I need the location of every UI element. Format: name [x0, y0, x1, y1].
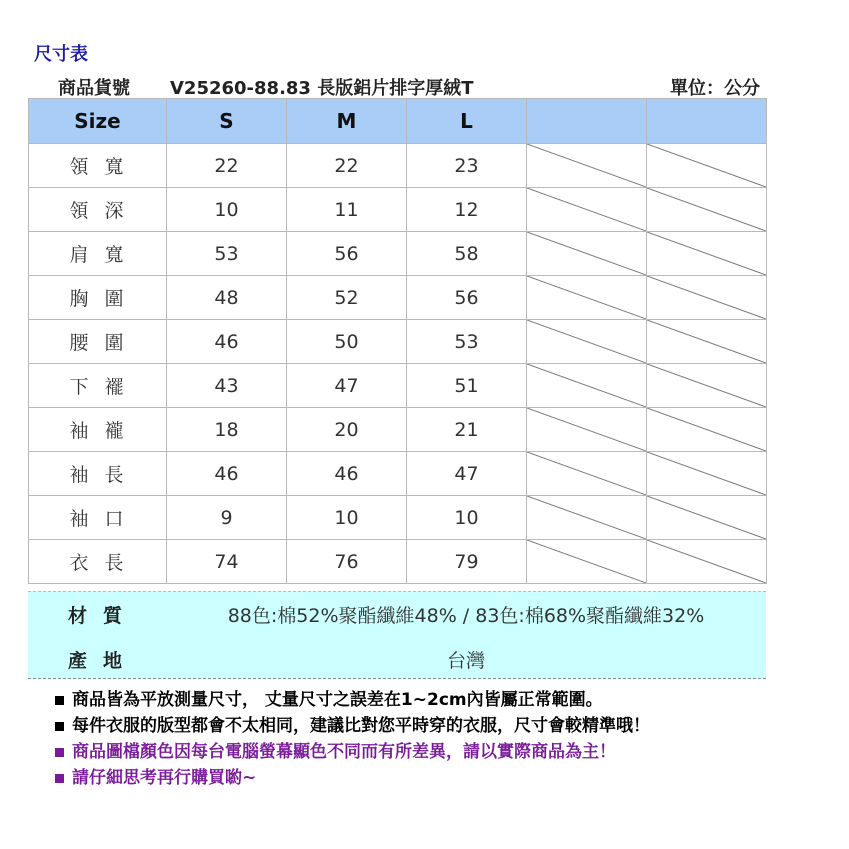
- diagonal-line-icon: [647, 540, 766, 583]
- measurement-value: 23: [407, 144, 527, 188]
- size-header-row: [29, 99, 767, 144]
- notes-list: [55, 687, 835, 791]
- diagonal-line-icon: [647, 408, 766, 451]
- diagonal-line-icon: [527, 144, 646, 187]
- table-row: [29, 144, 767, 188]
- measurement-value: 47: [287, 364, 407, 408]
- measurement-value: 10: [167, 188, 287, 232]
- diagonal-line-icon: [527, 408, 646, 451]
- measurement-value: 79: [407, 540, 527, 584]
- empty-slashed-cell: [527, 364, 647, 408]
- bullet-square-icon: [55, 774, 64, 783]
- measurement-label: 肩寬: [29, 232, 167, 276]
- size-table: [28, 98, 767, 584]
- empty-slashed-cell: [647, 144, 767, 188]
- measurement-value: 47: [407, 452, 527, 496]
- empty-slashed-cell: [647, 496, 767, 540]
- diagonal-line-icon: [647, 144, 766, 187]
- table-row: [29, 320, 767, 364]
- measurement-value: 22: [167, 144, 287, 188]
- measurement-label: 袖口: [29, 496, 167, 540]
- diagonal-line-icon: [527, 188, 646, 231]
- empty-slashed-cell: [647, 364, 767, 408]
- diagonal-line-icon: [527, 496, 646, 539]
- diagonal-line-icon: [647, 232, 766, 275]
- measurement-value: 46: [167, 452, 287, 496]
- note-text: 每件衣服的版型都會不太相同，建議比對您平時穿的衣服，尺寸會較精準哦！: [72, 716, 650, 736]
- diagonal-line-icon: [527, 232, 646, 275]
- table-row: [29, 188, 767, 232]
- bullet-square-icon: [55, 722, 64, 731]
- table-row: [29, 408, 767, 452]
- product-code: V25260-88.83 長版鋁片排字厚絨T: [170, 78, 474, 99]
- size-header-cell: S: [167, 99, 287, 144]
- empty-slashed-cell: [527, 452, 647, 496]
- product-header: [58, 74, 764, 100]
- diagonal-line-icon: [527, 276, 646, 319]
- material-label: 材質: [68, 605, 139, 627]
- measurement-value: 46: [287, 452, 407, 496]
- measurement-label: 領寬: [29, 144, 167, 188]
- diagonal-line-icon: [527, 452, 646, 495]
- diagonal-line-icon: [647, 364, 766, 407]
- size-header-cell: M: [287, 99, 407, 144]
- empty-slashed-cell: [647, 320, 767, 364]
- measurement-label: 胸圍: [29, 276, 167, 320]
- measurement-value: 56: [407, 276, 527, 320]
- measurement-value: 11: [287, 188, 407, 232]
- measurement-value: 74: [167, 540, 287, 584]
- empty-slashed-cell: [527, 232, 647, 276]
- measurement-label: 袖長: [29, 452, 167, 496]
- measurement-value: 58: [407, 232, 527, 276]
- material-section: [28, 591, 766, 679]
- table-row: [29, 452, 767, 496]
- empty-slashed-cell: [527, 320, 647, 364]
- diagonal-line-icon: [647, 320, 766, 363]
- measurement-value: 76: [287, 540, 407, 584]
- note-item: [55, 765, 835, 791]
- bullet-square-icon: [55, 696, 64, 705]
- bullet-square-icon: [55, 748, 64, 757]
- measurement-value: 9: [167, 496, 287, 540]
- measurement-value: 50: [287, 320, 407, 364]
- measurement-value: 20: [287, 408, 407, 452]
- diagonal-line-icon: [527, 320, 646, 363]
- table-row: [29, 540, 767, 584]
- diagonal-line-icon: [647, 188, 766, 231]
- measurement-value: 10: [287, 496, 407, 540]
- empty-slashed-cell: [527, 276, 647, 320]
- measurement-value: 53: [167, 232, 287, 276]
- empty-slashed-cell: [527, 540, 647, 584]
- measurement-value: 53: [407, 320, 527, 364]
- measurement-value: 22: [287, 144, 407, 188]
- measurement-label: 腰圍: [29, 320, 167, 364]
- empty-slashed-cell: [527, 188, 647, 232]
- empty-slashed-cell: [527, 408, 647, 452]
- measurement-label: 袖襱: [29, 408, 167, 452]
- measurement-value: 10: [407, 496, 527, 540]
- diagonal-line-icon: [647, 496, 766, 539]
- diagonal-line-icon: [527, 540, 646, 583]
- size-header-cell: L: [407, 99, 527, 144]
- table-row: [29, 232, 767, 276]
- note-text: 請仔細思考再行購買喲~: [72, 768, 257, 788]
- measurement-value: 48: [167, 276, 287, 320]
- empty-slashed-cell: [647, 452, 767, 496]
- diagonal-line-icon: [647, 452, 766, 495]
- table-row: [29, 496, 767, 540]
- page-title: 尺寸表: [34, 44, 88, 65]
- empty-slashed-cell: [647, 408, 767, 452]
- empty-slashed-cell: [647, 232, 767, 276]
- unit-label: 單位：公分: [670, 78, 760, 99]
- size-header-cell: [527, 99, 647, 144]
- empty-slashed-cell: [647, 276, 767, 320]
- empty-slashed-cell: [647, 188, 767, 232]
- measurement-value: 43: [167, 364, 287, 408]
- diagonal-line-icon: [527, 364, 646, 407]
- note-item: [55, 713, 835, 739]
- product-code-label: 商品貨號: [58, 78, 130, 99]
- diagonal-line-icon: [647, 276, 766, 319]
- measurement-value: 18: [167, 408, 287, 452]
- empty-slashed-cell: [647, 540, 767, 584]
- empty-slashed-cell: [527, 144, 647, 188]
- material-value: 88色:棉52%聚酯纖維48% / 83色:棉68%聚酯纖維32%: [227, 605, 705, 627]
- note-item: [55, 687, 835, 713]
- measurement-label: 領深: [29, 188, 167, 232]
- table-row: [29, 364, 767, 408]
- measurement-value: 46: [167, 320, 287, 364]
- note-item: [55, 739, 835, 765]
- measurement-value: 12: [407, 188, 527, 232]
- measurement-value: 56: [287, 232, 407, 276]
- measurement-label: 衣長: [29, 540, 167, 584]
- empty-slashed-cell: [527, 496, 647, 540]
- origin-value: 台灣: [446, 650, 485, 672]
- table-row: [29, 276, 767, 320]
- origin-label: 產地: [68, 650, 139, 672]
- note-text: 商品皆為平放測量尺寸， 丈量尺寸之誤差在1~2cm內皆屬正常範圍。: [72, 690, 603, 710]
- measurement-value: 51: [407, 364, 527, 408]
- note-text: 商品圖檔顏色因每台電腦螢幕顯色不同而有所差異，請以實際商品為主！: [72, 742, 616, 762]
- measurement-value: 52: [287, 276, 407, 320]
- measurement-value: 21: [407, 408, 527, 452]
- size-header-cell: [647, 99, 767, 144]
- size-header-label: Size: [29, 99, 167, 144]
- measurement-label: 下襬: [29, 364, 167, 408]
